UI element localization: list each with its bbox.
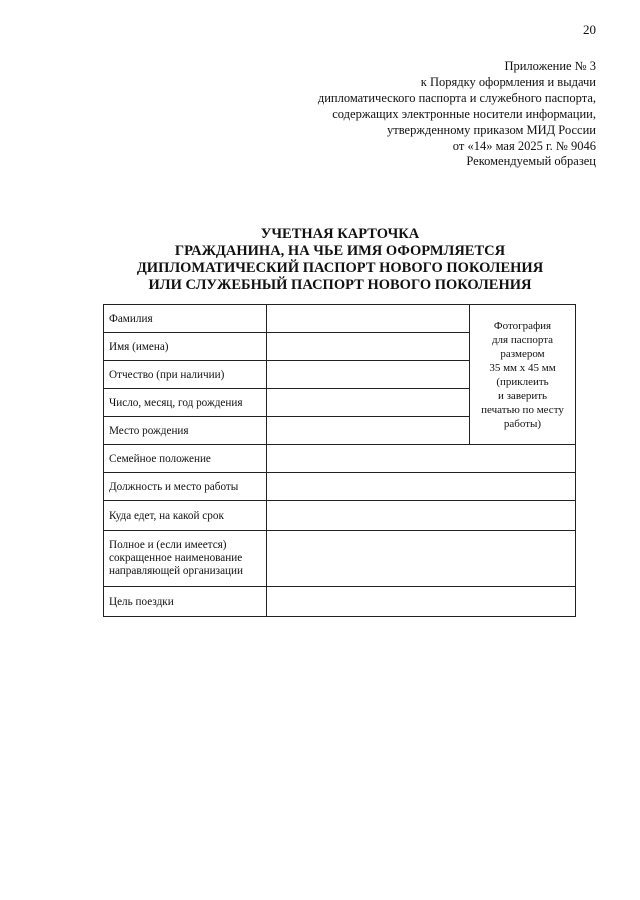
title-line: ИЛИ СЛУЖЕБНЫЙ ПАСПОРТ НОВОГО ПОКОЛЕНИЯ [148, 277, 532, 293]
document-title [0, 226, 640, 294]
title-line: ГРАЖДАНИНА, НА ЧЬЕ ИМЯ ОФОРМЛЯЕТСЯ [174, 243, 506, 259]
photo-box [470, 305, 576, 445]
photo-text-line: работы) [503, 417, 542, 430]
appendix-line: содержащих электронные носители информации, [332, 107, 596, 121]
photo-text-line: Фотография [493, 319, 552, 332]
position-workplace-label: Должность и место работы [104, 473, 267, 501]
photo-text-line: печатью по месту [481, 403, 564, 416]
patronymic-field[interactable] [267, 361, 470, 389]
organization-label-line: Полное и (если имеется) [109, 539, 227, 551]
surname-field[interactable] [267, 305, 470, 333]
birth-place-field[interactable] [267, 417, 470, 445]
marital-status-field[interactable] [267, 445, 576, 473]
registration-card-form [103, 304, 576, 617]
marital-status-label: Семейное положение [104, 445, 267, 473]
organization-label [104, 531, 267, 587]
given-names-label: Имя (имена) [104, 333, 267, 361]
birth-place-label: Место рождения [104, 417, 267, 445]
appendix-line: Приложение № 3 [504, 59, 596, 73]
organization-label-line: сокращенное наименование [109, 552, 243, 564]
photo-text-line: 35 мм х 45 мм [489, 361, 556, 374]
appendix-line: дипломатического паспорта и служебного паспорта, [317, 91, 596, 105]
photo-text-line: (приклеить [496, 375, 549, 388]
appendix-line: от «14» мая 2025 г. № 9046 [452, 139, 596, 153]
appendix-line: к Порядку оформления и выдачи [420, 75, 596, 89]
organization-field[interactable] [267, 531, 576, 587]
birth-date-field[interactable] [267, 389, 470, 417]
trip-purpose-field[interactable] [267, 587, 576, 617]
trip-purpose-label: Цель поездки [104, 587, 267, 617]
title-line: УЧЕТНАЯ КАРТОЧКА [260, 226, 420, 242]
appendix-line: утвержденному приказом МИД России [386, 123, 596, 137]
surname-label: Фамилия [104, 305, 267, 333]
position-workplace-field[interactable] [267, 473, 576, 501]
page-number: 20 [583, 22, 596, 37]
organization-label-line: направляющей организации [109, 565, 243, 577]
patronymic-label: Отчество (при наличии) [104, 361, 267, 389]
birth-date-label: Число, месяц, год рождения [104, 389, 267, 417]
photo-text-line: для паспорта [491, 333, 554, 346]
sample-note: Рекомендуемый образец [466, 154, 596, 168]
title-line: ДИПЛОМАТИЧЕСКИЙ ПАСПОРТ НОВОГО ПОКОЛЕНИЯ [136, 260, 544, 276]
photo-text-line: и заверить [497, 389, 548, 402]
photo-text-line: размером [500, 347, 545, 360]
destination-term-label: Куда едет, на какой срок [104, 501, 267, 531]
given-names-field[interactable] [267, 333, 470, 361]
destination-term-field[interactable] [267, 501, 576, 531]
appendix-header [318, 58, 596, 154]
